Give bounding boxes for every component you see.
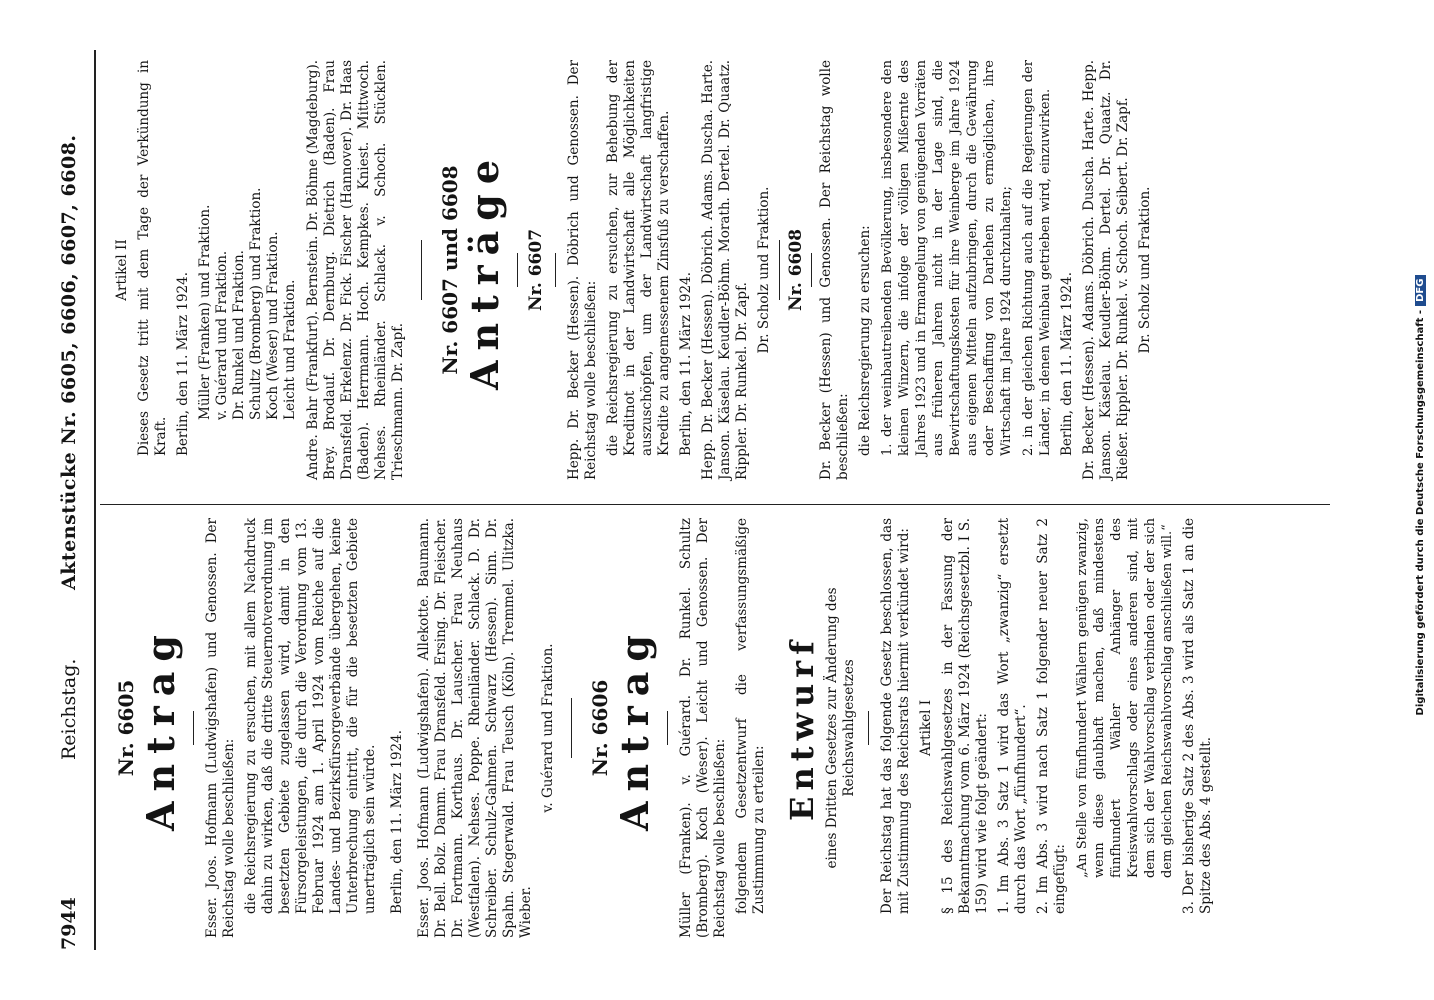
divider <box>868 711 869 745</box>
doc-6608-intro: Dr. Becker (Hessen) und Genossen. Der Reichstag wolle beschließen: <box>818 60 851 480</box>
doc-6606-number: Nr. 6606 <box>588 679 612 777</box>
doc-6606-body: folgendem Gesetzentwurf die verfassungsmäßige Zustimmung zu erteilen: <box>734 518 767 914</box>
page-number: 7944 <box>58 897 80 950</box>
article-2-text: Dieses Gesetz tritt mit dem Tage der Verkündung in Kraft. <box>136 60 169 456</box>
doc-6605-closing: v. Guérard und Fraktion. <box>540 643 556 813</box>
digitization-credit <box>1415 10 1426 980</box>
chamber-label: Reichstag. <box>58 658 80 760</box>
article-1-item-3: 3. Der bisherige Satz 2 des Abs. 3 wird als Satz 1 an die Spitze des Abs. 4 gestellt. <box>1181 518 1214 914</box>
fraktion-line: Dr. Runkel und Fraktion. <box>231 250 247 420</box>
doc-6607-number: Nr. 6607 <box>526 228 546 312</box>
divider <box>667 711 668 745</box>
doc-6608-date: Berlin, den 11. März 1924. <box>1059 271 1075 456</box>
page-header <box>58 40 88 950</box>
doc-6605-body: die Reichsregierung zu ersuchen, mit allem Nachdruck dahin zu wirken, daß die dritte Steuernotverordnung im besetzten Gebiete zugelassen wird, damit in den Fürsorgeleistungen, die durch die Verordnung vom 13. Februar 1924 am 1. April 1924 vom Reiche auf die Landes- und Bezirksfürsorgeverbände übergehen, keine Unterbrechung eintritt, die für die besetzten Gebiete unerträglich sein würde. <box>243 518 378 914</box>
doc-6606-signers: Andre. Bahr (Frankfurt). Bernstein. Dr. Böhme (Magdeburg). Brey. Brodauf. Dr. Dernburg. Dietrich (Baden). Frau Dransfeld. Erkelenz. Dr. Fick. Fischer (Hannover). Dr. Haas (Baden). Herrmann. Hoch. Kempkes. Kniest. Mittwoch. Nehses. Rheinländer. Schlack. v. Schoch. Stücklen. Trieschmann. Dr. Zapf. <box>305 60 406 480</box>
doc-6607-signers: Hepp. Dr. Becker (Hessen). Döbrich. Adams. Duscha. Harte. Janson. Käselau. Keudler-Böhm. Morath. Dertel. Dr. Quaatz. Rippler. Dr. Runkel. Dr. Zapf. <box>700 60 750 480</box>
divider <box>571 698 572 758</box>
credit-text: Digitalisierung gefördert durch die Deutsche Forschungsgemeinschaft - <box>1415 309 1426 716</box>
article-1-title: Artikel I <box>918 699 934 757</box>
doc-6607-closing: Dr. Scholz und Fraktion. <box>756 186 772 354</box>
doc-6607-body: die Reichsregierung zu ersuchen, zur Behebung der Kreditnot in der Landwirtschaft alle Möglichkeiten auszuschöpfen, um der Landwirtschaft langfristige Kredite zu angemessenem Zinsfuß zu verschaffen. <box>605 60 672 456</box>
fraktion-line: Leicht und Fraktion. <box>282 279 298 420</box>
fraktion-line: Koch (Weser) und Fraktion. <box>265 231 281 420</box>
divider <box>811 253 812 287</box>
right-column <box>104 60 1159 480</box>
doc-6605-number: Nr. 6605 <box>114 679 138 777</box>
doc-6605-intro: Esser. Joos. Hofmann (Ludwigshafen) und Genossen. Der Reichstag wolle beschließen: <box>204 518 237 938</box>
doc-6608-closing: Dr. Scholz und Fraktion. <box>1137 186 1153 354</box>
fraktionen-list <box>197 60 299 480</box>
doc-6608-number: Nr. 6608 <box>786 228 806 312</box>
doc-6607-intro: Hepp. Dr. Becker (Hessen). Döbrich und Genossen. Der Reichstag wolle beschließen: <box>566 60 599 480</box>
left-column <box>104 518 1220 938</box>
divider <box>421 240 422 300</box>
doc-6608-lead: die Reichsregierung zu ersuchen: <box>857 225 873 456</box>
doc-6605-heading: Antrag <box>138 625 183 831</box>
doc-6607-date: Berlin, den 11. März 1924. <box>678 271 694 456</box>
doc-6605-date: Berlin, den 11. März 1924. <box>389 729 405 914</box>
fraktion-line: Müller (Franken) und Fraktion. <box>197 204 213 420</box>
header-title: Aktenstücke Nr. 6605, 6606, 6607, 6608. <box>58 134 80 590</box>
divider <box>555 253 556 287</box>
entwurf-heading: Entwurf <box>783 635 821 821</box>
doc-6606-heading: Antrag <box>612 625 657 831</box>
fraktion-line: Schultz (Bromberg) und Fraktion. <box>248 187 264 420</box>
law-preamble: Der Reichstag hat das folgende Gesetz beschlossen, das mit Zustimmung des Reichsrats hiermit verkündet wird: <box>879 518 912 914</box>
doc-6606-date: Berlin, den 11. März 1924. <box>175 271 191 456</box>
dfg-logo: DFG <box>1415 275 1426 306</box>
article-1-item-1: 1. Im Abs. 3 Satz 1 wird das Wort „zwanzig“ ersetzt durch das Wort „fünfhundert“. <box>996 518 1029 914</box>
divider <box>517 253 518 287</box>
divider <box>779 240 780 300</box>
article-1-quote: „An Stelle von fünfhundert Wählern genügen zwanzig, wenn diese glaubhaft machen, daß mindestens fünfhundert Wähler Anhänger des Kreiswahlvorschlags oder eines anderen sind, mit dem sich der Wahlvorschlag verbinden oder der sich dem gleichen Reichswahlvorschlag anschließen will.“ <box>1075 518 1175 878</box>
article-1-text: § 15 des Reichswahlgesetzes in der Fassung der Bekanntmachung vom 6. März 1924 (Reichsgesetzbl. I S. 159) wird wie folgt geändert: <box>940 518 990 914</box>
doc-6606-intro: Müller (Franken). v. Guérard. Dr. Runkel. Schultz (Bromberg). Koch (Weser). Leicht und Genossen. Der Reichstag wolle beschließen: <box>678 518 728 938</box>
antraege-heading: Anträge <box>462 149 507 391</box>
article-1-item-2: 2. Im Abs. 3 wird nach Satz 1 folgender neuer Satz 2 eingefügt: <box>1035 518 1068 914</box>
article-2-title: Artikel II <box>114 239 130 301</box>
doc-6608-item-2: 2. in der gleichen Richtung auch auf die Regierungen der Länder, in denen Weinbau getrieben wird, einzuwirken. <box>1021 60 1053 456</box>
divider <box>193 711 194 745</box>
doc-6605-signers: Esser. Joos. Hofmann (Ludwigshafen). Allekotte. Baumann. Dr. Bell. Bolz. Damm. Frau Dransfeld. Ersing. Dr. Fleischer. Dr. Fortmann. Korthaus. Dr. Lauscher. Frau Neuhaus (Westfalen). Nehses. Poppe. Rheinländer. Schlack. D. Dr. Schreiber. Schulz-Gahmen. Schwarz (Hessen). Sinn. Dr. Spahn. Stegerwald. Frau Teusch (Köln). Tremmel. Ulitzka. Wieber. <box>416 518 534 938</box>
entwurf-subtitle: eines Dritten Gesetzes zur Änderung des Reichswahlgesetzes <box>824 587 857 869</box>
doc-6608-signers: Dr. Becker (Hessen). Adams. Döbrich. Duscha. Harte. Hepp. Janson. Käselau. Keudler-Böhm. Dertel. Dr. Quaatz. Dr. Rießer. Rippler. Dr. Runkel. v. Schoch. Seibert. Dr. Zapf. <box>1081 60 1131 480</box>
column-divider <box>100 504 1330 505</box>
doc-6608-item-1: 1. der weinbautreibenden Bevölkerung, insbesondere den kleinen Winzern, die infolge der völligen Mißernte des Jahres 1923 und in Ermangelung von genügenden Vorräten aus früheren Jahren nicht in der Lage sind, die Bewirtschaftungskosten für ihre Weinberge im Jahre 1924 aus eigenen Mitteln aufzubringen, durch die Gewährung oder Beschaffung von Darlehen zu ermöglichen, ihre Wirtschaft im Jahre 1924 durchzuhalten; <box>880 60 1014 456</box>
header-rule <box>94 50 96 950</box>
antraege-number: Nr. 6607 und 6608 <box>438 165 462 375</box>
fraktion-line: v. Guérard und Fraktion. <box>214 250 230 420</box>
